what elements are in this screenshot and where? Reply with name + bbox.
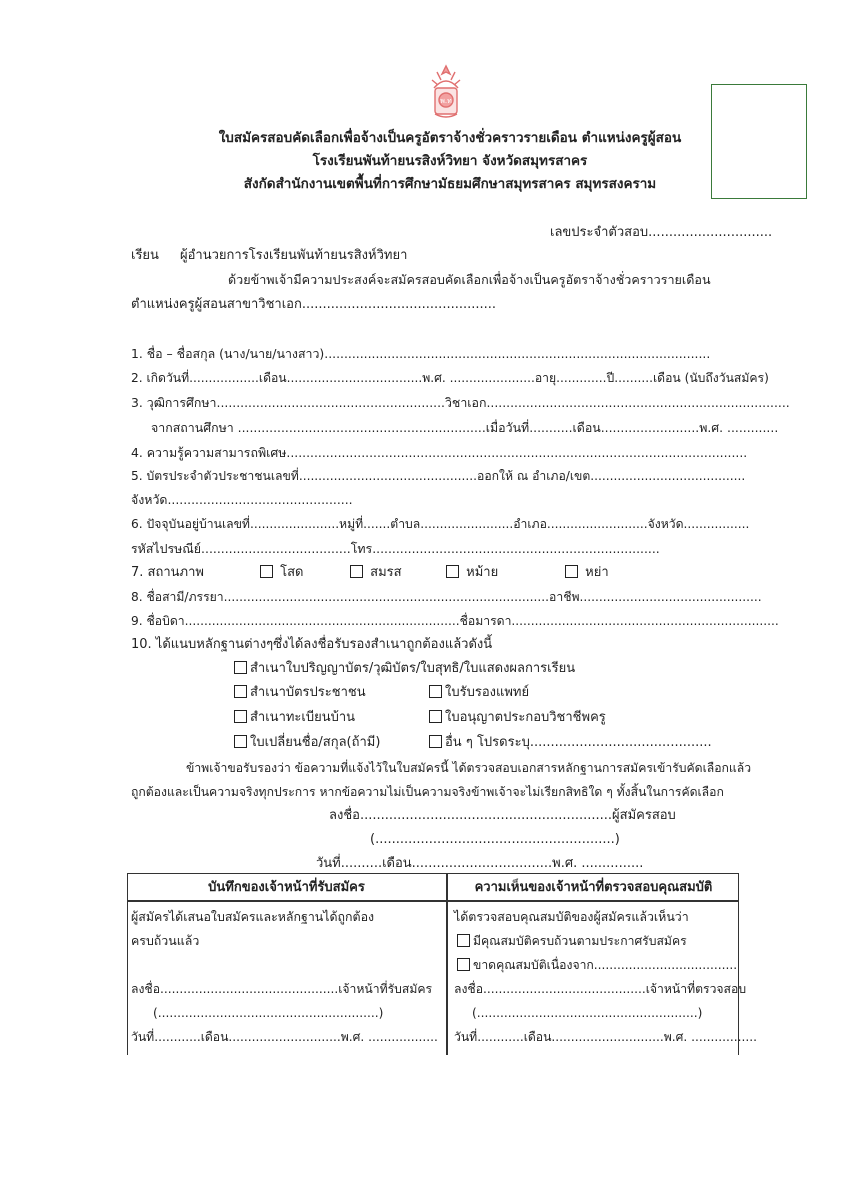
staff-name-field[interactable]: (.........................................................) bbox=[153, 1006, 384, 1020]
field-attached-docs-label: 10. ได้แนบหลักฐานต่างๆซึ่งได้ลงชื่อรับรองสำเนาถูกต้องแล้วดังนี้ bbox=[131, 637, 493, 652]
marital-option-married-label: สมรส bbox=[370, 565, 402, 580]
svg-text:พ.ท: พ.ท bbox=[440, 97, 452, 105]
checkbox-icon[interactable] bbox=[429, 710, 442, 723]
field-full-name[interactable]: 1. ชื่อ – ชื่อสกุล (นาง/นาย/นางสาว).................................................................................................. bbox=[131, 346, 711, 361]
checkbox-icon[interactable] bbox=[260, 565, 273, 578]
applicant-name-field[interactable]: (..........................................................) bbox=[370, 832, 620, 847]
doc-option-house-registration-label: สำเนาทะเบียนบ้าน bbox=[250, 710, 356, 725]
checkbox-icon[interactable] bbox=[350, 565, 363, 578]
major-field[interactable]: ตำแหน่งครูผู้สอนสาขาวิชาเอก............................................... bbox=[131, 297, 497, 312]
reviewer-name-field[interactable]: (.........................................................) bbox=[472, 1006, 703, 1020]
checkbox-icon[interactable] bbox=[457, 958, 470, 971]
official-record-table bbox=[127, 873, 758, 1055]
marital-option-single[interactable] bbox=[260, 565, 304, 581]
marital-option-divorced-label: หย่า bbox=[585, 565, 609, 580]
staff-signature-field[interactable]: ลงชื่อ..............................................เจ้าหน้าที่รับสมัคร bbox=[131, 982, 433, 996]
doc-option-name-change-label: ใบเปลี่ยนชื่อ/สกุล(ถ้ามี) bbox=[250, 735, 381, 750]
doc-option-name-change[interactable] bbox=[234, 735, 380, 751]
salutation-recipient: ผู้อำนวยการโรงเรียนพันท้ายนรสิงห์วิทยา bbox=[180, 248, 408, 263]
doc-option-degree[interactable] bbox=[234, 661, 575, 677]
field-address[interactable]: 6. ปัจจุบันอยู่บ้านเลขที่.......................หมู่ที่.......ตำบล........................อำเภอ..........................จังหวัด................. bbox=[131, 517, 750, 531]
marital-option-divorced[interactable] bbox=[565, 565, 609, 581]
school-emblem-logo bbox=[425, 62, 467, 122]
doc-option-other[interactable] bbox=[429, 735, 712, 751]
checkbox-icon[interactable] bbox=[565, 565, 578, 578]
field-parents[interactable]: 9. ชื่อบิดา.......................................................................ชื่อมารดา..................................................................... bbox=[131, 614, 779, 628]
marital-option-married[interactable] bbox=[350, 565, 402, 581]
staff-record-header: บันทึกของเจ้าหน้าที่รับสมัคร bbox=[208, 880, 365, 895]
doc-option-house-registration[interactable] bbox=[234, 710, 355, 726]
marital-option-widowed-label: หม้าย bbox=[466, 565, 499, 580]
review-option-unqualified-label: ขาดคุณสมบัติเนื่องจาก..................................... bbox=[473, 958, 738, 972]
doc-option-teacher-license-label: ใบอนุญาตประกอบวิชาชีพครู bbox=[445, 710, 606, 725]
checkbox-icon[interactable] bbox=[429, 735, 442, 748]
field-institution[interactable]: จากสถานศึกษา ...............................................................เมื่อวันที่...........เดือน.........................พ.ศ. ............. bbox=[151, 420, 779, 435]
certify-line-1: ข้าพเจ้าขอรับรองว่า ข้อความที่แจ้งไว้ในใบสมัครนี้ ได้ตรวจสอบเอกสารหลักฐานการสมัครเข้ารับคัดเลือกแล้ว bbox=[186, 761, 752, 775]
qualification-review-header: ความเห็นของเจ้าหน้าที่ตรวจสอบคุณสมบัติ bbox=[474, 880, 713, 895]
field-special-skills[interactable]: 4. ความรู้ความสามารถพิเศษ..................................................................................................................... bbox=[131, 445, 748, 460]
field-marital-status-label: 7. สถานภาพ bbox=[131, 565, 204, 580]
applicant-signature-field[interactable]: ลงชื่อ.............................................................ผู้สมัครสอบ bbox=[329, 808, 676, 823]
reviewer-date-field[interactable]: วันที่............เดือน.............................พ.ศ. ................. bbox=[454, 1030, 758, 1044]
marital-option-widowed[interactable] bbox=[446, 565, 498, 581]
review-note: ได้ตรวจสอบคุณสมบัติของผู้สมัครแล้วเห็นว่า bbox=[454, 909, 689, 924]
doc-option-medical-label: ใบรับรองแพทย์ bbox=[445, 685, 530, 700]
applicant-date-field[interactable]: วันที่..........เดือน..................................พ.ศ. ............... bbox=[316, 856, 644, 871]
checkbox-icon[interactable] bbox=[457, 934, 470, 947]
table-header-divider bbox=[127, 900, 739, 902]
checkbox-icon[interactable] bbox=[234, 735, 247, 748]
field-id-card-province[interactable]: จังหวัด............................................... bbox=[131, 492, 353, 507]
checkbox-icon[interactable] bbox=[429, 685, 442, 698]
certify-line-2: ถูกต้องและเป็นความจริงทุกประการ หากข้อความไม่เป็นความจริงข้าพเจ้าจะไม่เรียกสิทธิใด ๆ ทั้งสิ้นในการคัดเลือก bbox=[131, 785, 724, 799]
staff-date-field[interactable]: วันที่............เดือน.............................พ.ศ. .................. bbox=[131, 1030, 438, 1044]
staff-record-note-1: ผู้สมัครได้เสนอใบสมัครและหลักฐานได้ถูกต้อง bbox=[131, 909, 375, 924]
checkbox-icon[interactable] bbox=[446, 565, 459, 578]
exam-number-field[interactable]: เลขประจำตัวสอบ.............................. bbox=[550, 225, 773, 240]
checkbox-icon[interactable] bbox=[234, 661, 247, 674]
doc-option-degree-label: สำเนาใบปริญญาบัตร/วุฒิบัตร/ใบสุทธิ/ใบแสดงผลการเรียน bbox=[250, 661, 576, 676]
form-title: ใบสมัครสอบคัดเลือกเพื่อจ้างเป็นครูอัตราจ้างชั่วคราวรายเดือน ตำแหน่งครูผู้สอน bbox=[218, 130, 682, 146]
intro-line-1: ด้วยข้าพเจ้ามีความประสงค์จะสมัครสอบคัดเลือกเพื่อจ้างเป็นครูอัตราจ้างชั่วคราวรายเดือน bbox=[228, 272, 711, 287]
school-name: โรงเรียนพันท้ายนรสิงห์วิทยา จังหวัดสมุทรสาคร bbox=[312, 153, 588, 169]
office-name: สังกัดสำนักงานเขตพื้นที่การศึกษามัธยมศึกษาสมุทรสาคร สมุทรสงคราม bbox=[243, 176, 657, 192]
review-option-unqualified[interactable] bbox=[457, 957, 737, 973]
salutation-label: เรียน bbox=[131, 248, 159, 263]
review-option-qualified[interactable] bbox=[457, 933, 687, 949]
field-postal-phone[interactable]: รหัสไปรษณีย์......................................โทร......................................................................... bbox=[131, 541, 660, 556]
checkbox-icon[interactable] bbox=[234, 710, 247, 723]
field-education[interactable]: 3. วุฒิการศึกษา..........................................................วิชาเอก............................................................................. bbox=[131, 395, 790, 410]
doc-option-medical[interactable] bbox=[429, 685, 529, 701]
doc-option-id-card[interactable] bbox=[234, 685, 366, 701]
field-spouse[interactable]: 8. ชื่อสามี/ภรรยา....................................................................................อาชีพ............................................... bbox=[131, 590, 762, 604]
reviewer-signature-field[interactable]: ลงชื่อ..........................................เจ้าหน้าที่ตรวจสอบ bbox=[454, 982, 747, 996]
field-birth-date[interactable]: 2. เกิดวันที่..................เดือน...................................พ.ศ. ......................อายุ.............ปี..........เดือน (นับถึงวันสมัคร) bbox=[131, 371, 769, 385]
doc-option-id-card-label: สำเนาบัตรประชาชน bbox=[250, 685, 366, 700]
doc-option-other-label: อื่น ๆ โปรดระบุ............................................ bbox=[445, 735, 712, 750]
marital-option-single-label: โสด bbox=[280, 565, 304, 580]
checkbox-icon[interactable] bbox=[234, 685, 247, 698]
doc-option-teacher-license[interactable] bbox=[429, 710, 606, 726]
field-id-card[interactable]: 5. บัตรประจำตัวประชาชนเลขที่..............................................ออกให้ ณ อำเภอ/เขต........................................ bbox=[131, 469, 746, 483]
review-option-qualified-label: มีคุณสมบัติครบถ้วนตามประกาศรับสมัคร bbox=[473, 934, 687, 948]
staff-record-note-2: ครบถ้วนแล้ว bbox=[131, 933, 200, 948]
